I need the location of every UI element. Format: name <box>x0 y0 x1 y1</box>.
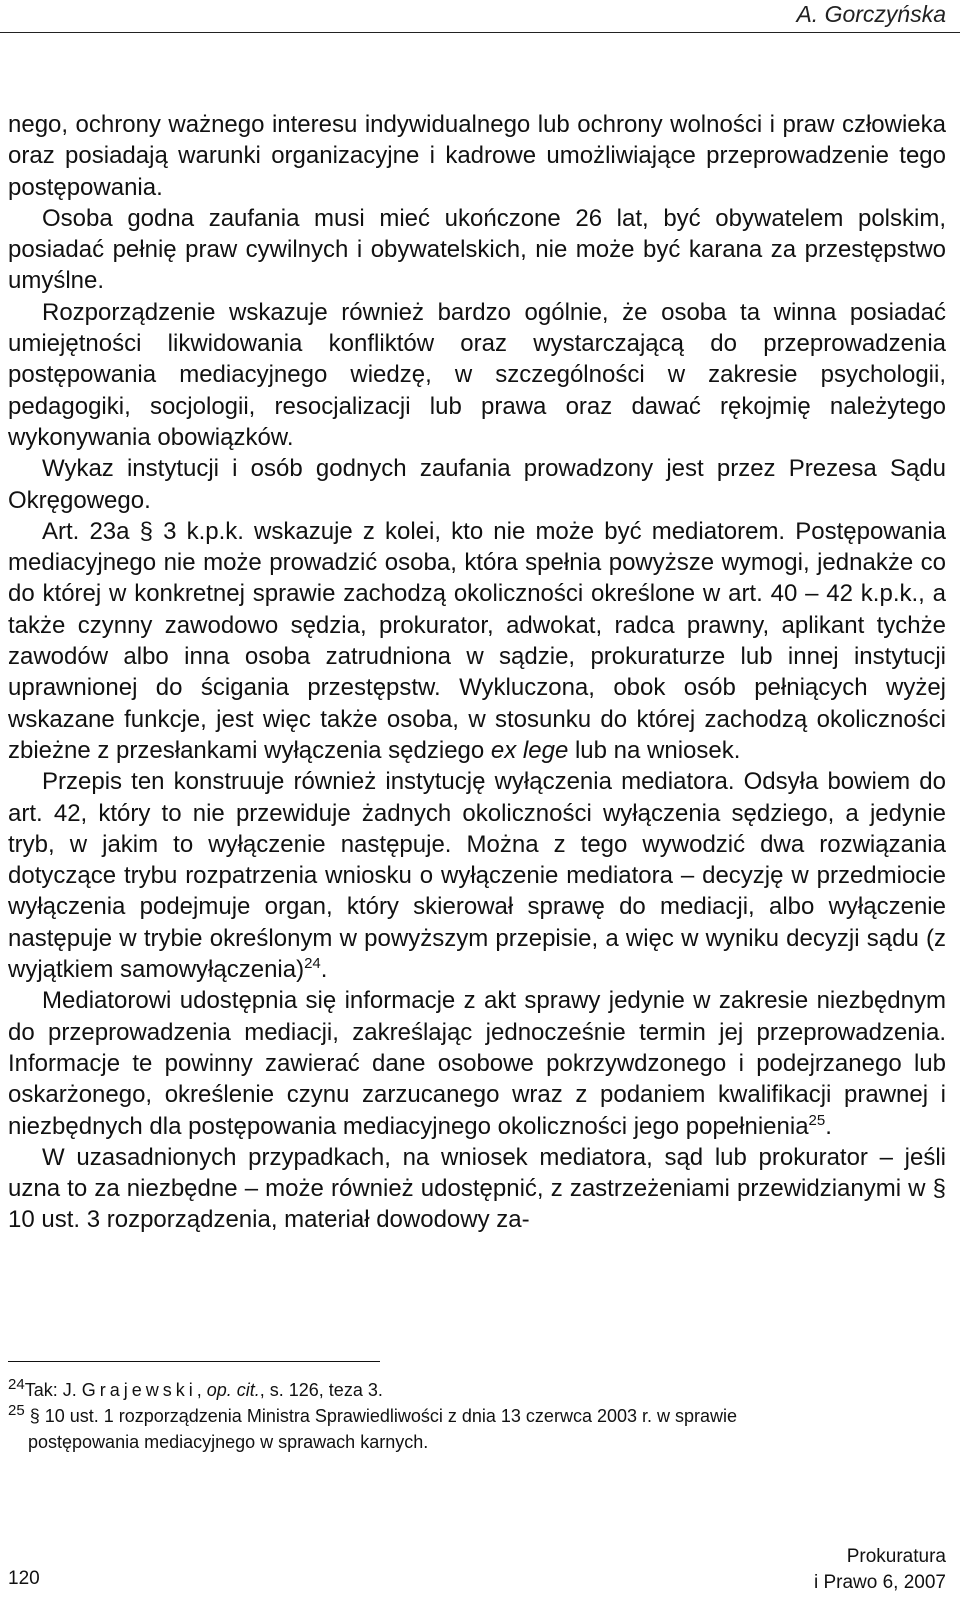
paragraph-text: Mediatorowi udostępnia się informacje z akt sprawy jedynie w zakresie niezbędnym do przeprowadzenia mediacji, zakreślając jednocześnie termin jej przeprowadzenia. Informacje te powinny zawierać dane osobowe pokrzywdzonego i podejrzanego lub oskarżonego, określenie czynu zarzucanego wraz z podaniem kwalifikacji prawnej i niezbędnych dla postępowania mediacyjnego okoliczności jego popełnienia <box>8 987 946 1140</box>
paragraph-text: Art. 23a § 3 k.p.k. wskazuje z kolei, kto nie może być mediatorem. Postępowania mediacyjnego nie może prowadzić osoba, która spełnia powyższe wymogi, jednakże co do której w konkretnej sprawie zachodzą okoliczności określone w art. 40 – 42 k.p.k., a także czynny zawodowo sędzia, prokurator, adwokat, radca prawny, aplikant tychże zawodów albo inna osoba zatrudniona w sądzie, prokuraturze lub innej instytucji uprawnionej do ścigania przestępstw. Wykluczona, obok osób pełniących wyżej wskazane funkcje, jest więc także osoba, w stosunku do której zachodzą okoliczności zbieżne z przesłankami wyłączenia sędziego <box>8 517 946 764</box>
footnote-24: $^{24}$Tak: J. Grajewski, op. cit., s. 126, teza 3. <box>8 1376 383 1400</box>
italic-phrase: ex lege <box>490 736 569 764</box>
footnote-number: 24 <box>8 1376 25 1393</box>
paragraph-text: lub na wniosek. <box>568 736 741 764</box>
running-header-author: A. Gorczyńska <box>796 1 946 27</box>
paragraph <box>8 985 946 1141</box>
paragraph: W uzasadnionych przypadkach, na wniosek mediatora, sąd lub prokurator – jeśli uzna to za niezbędne – może również udostępnić, z zastrzeżeniami przewidzianymi w § 10 ust. 3 rozporządzenia, materiał dowodowy za- <box>8 1143 946 1234</box>
footnote-number: 25 <box>8 1402 25 1419</box>
journal-title: Prokuratura <box>846 1546 946 1567</box>
journal-issue: i Prawo 6, 2007 <box>813 1572 946 1593</box>
paragraph: Rozporządzenie wskazuje również bardzo ogólnie, że osoba ta winna posiadać umiejętności likwidowania konfliktów oraz wystarczającą do przeprowadzenia postępowania mediacyjnego wiedzę, w szczególności w zakresie psychologii, pedagogiki, socjologii, resocjalizacji lub prawa oraz dawać rękojmię należytego wykonywania obowiązków. <box>8 298 946 451</box>
footnotes <box>8 1377 938 1455</box>
body-text <box>8 109 946 1236</box>
footnote-reference[interactable]: 25 <box>808 1111 826 1129</box>
paragraph-text: Przepis ten konstruuje również instytucję wyłączenia mediatora. Odsyła bowiem do art. 42, który to nie przewiduje żadnych okoliczności wyłączenia sędziego, a jedynie tryb, w jakim to wyłączenie następuje. Można z tego wywodzić dwa rozwiązania dotyczące trybu rozpatrzenia wniosku o wyłączenie mediatora – decyzję w przedmiocie wyłączenia podejmuje organ, który skierował sprawę do mediacji, albo wyłączenie następuje w trybie określonym w powyższym przepisie, a więc w wyniku decyzji sądu (z wyjątkiem samowyłączenia) <box>8 768 946 984</box>
paragraph-text: . <box>320 956 328 984</box>
paragraph: nego, ochrony ważnego interesu indywidualnego lub ochrony wolności i praw człowieka oraz posiadają warunki organizacyjne i kadrowe umożliwiające przeprowadzenie tego postępowania. <box>8 111 946 201</box>
footnote-reference[interactable]: 24 <box>304 955 321 973</box>
paragraph <box>8 766 946 985</box>
author-name: Grajewski <box>81 1380 197 1400</box>
footnote-25-continuation: postępowania mediacyjnego w sprawach karnych. <box>28 1432 429 1452</box>
paragraph <box>8 516 946 766</box>
footnote-25: $^{25}$ § 10 ust. 1 rozporządzenia Ministra Sprawiedliwości z dnia 13 czerwca 2003 r. w sprawie <box>8 1402 738 1426</box>
page-header <box>0 0 960 33</box>
footnote-separator <box>8 1361 380 1362</box>
page-number: 120 <box>8 1568 40 1589</box>
paragraph: Osoba godna zaufania musi mieć ukończone 26 lat, być obywatelem polskim, posiadać pełnię praw cywilnych i obywatelskich, nie może być karana za przestępstwo umyślne. <box>8 204 946 295</box>
paragraph-text: . <box>825 1112 832 1140</box>
journal-info <box>814 1544 946 1596</box>
paragraph: Wykaz instytucji i osób godnych zaufania prowadzony jest przez Prezesa Sądu Okręgowego. <box>8 455 946 514</box>
